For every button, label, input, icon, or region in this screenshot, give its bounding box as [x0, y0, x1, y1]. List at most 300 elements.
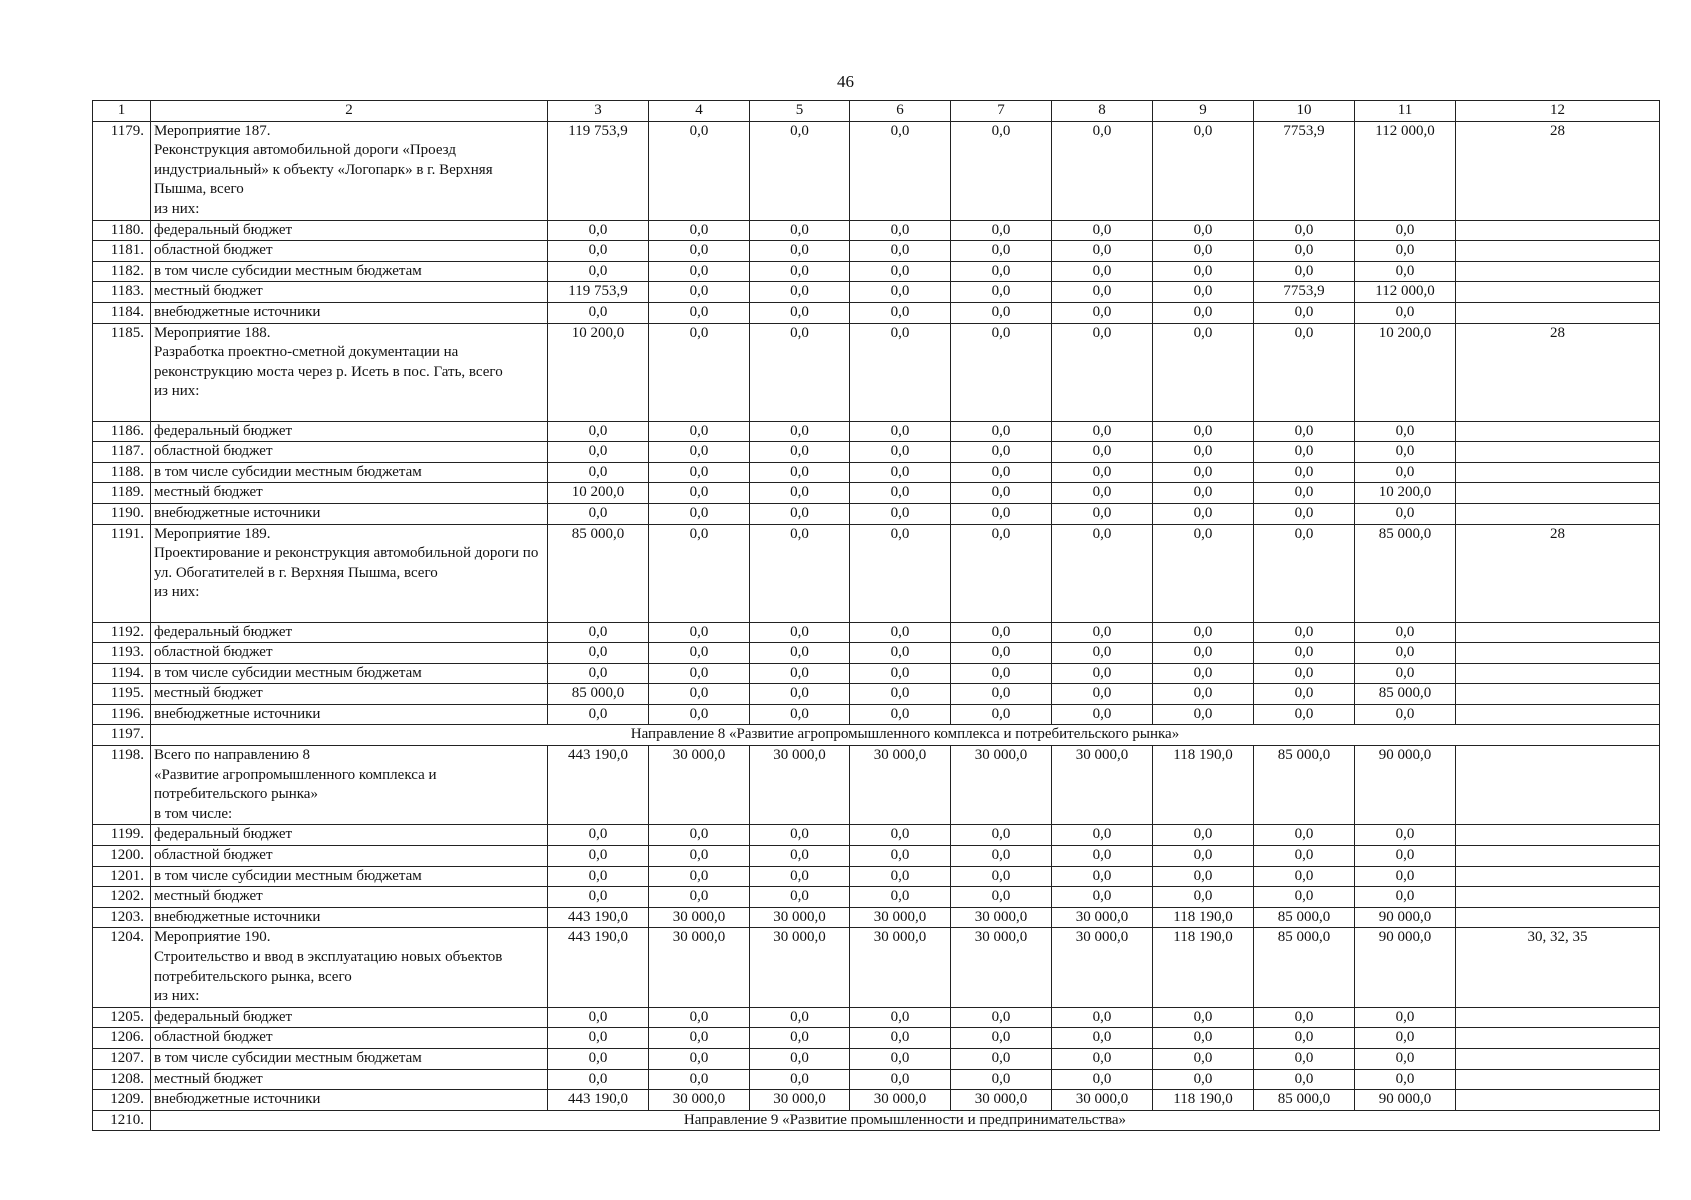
- item-name-cell: местный бюджет: [151, 1069, 548, 1090]
- row-number-cell: 1205.: [93, 1007, 151, 1028]
- value-cell: 0,0: [1052, 1069, 1153, 1090]
- value-cell: 0,0: [1254, 887, 1355, 908]
- value-cell: 0,0: [649, 1028, 750, 1049]
- target-indicator-cell: [1456, 421, 1660, 442]
- table-row: [93, 907, 1660, 928]
- value-cell: 0,0: [649, 622, 750, 643]
- value-cell: 0,0: [1052, 442, 1153, 463]
- value-cell: 0,0: [1052, 503, 1153, 524]
- value-cell: 0,0: [750, 261, 850, 282]
- value-cell: 0,0: [649, 503, 750, 524]
- value-cell: 0,0: [1052, 887, 1153, 908]
- value-cell: 0,0: [850, 503, 951, 524]
- row-number-cell: 1193.: [93, 643, 151, 664]
- value-cell: 30 000,0: [750, 746, 850, 825]
- value-cell: 0,0: [850, 323, 951, 421]
- value-cell: 0,0: [649, 524, 750, 622]
- value-cell: 0,0: [1153, 643, 1254, 664]
- item-name-cell: областной бюджет: [151, 241, 548, 262]
- value-cell: 443 190,0: [548, 907, 649, 928]
- row-number-cell: 1188.: [93, 462, 151, 483]
- table-row: [93, 1028, 1660, 1049]
- section-title-cell: Направление 8 «Развитие агропромышленного комплекса и потребительского рынка»: [151, 725, 1660, 746]
- value-cell: 0,0: [850, 704, 951, 725]
- value-cell: 30 000,0: [850, 746, 951, 825]
- value-cell: 0,0: [951, 684, 1052, 705]
- item-name-cell: Мероприятие 189. Проектирование и реконструкция автомобильной дороги по ул. Обогатителей в г. Верхняя Пышма, всего из них:: [151, 524, 548, 622]
- value-cell: 0,0: [1153, 846, 1254, 867]
- value-cell: 0,0: [750, 302, 850, 323]
- value-cell: 0,0: [951, 866, 1052, 887]
- value-cell: 0,0: [750, 282, 850, 303]
- value-cell: 0,0: [1052, 220, 1153, 241]
- row-number-cell: 1204.: [93, 928, 151, 1007]
- value-cell: 0,0: [850, 887, 951, 908]
- value-cell: 0,0: [1355, 302, 1456, 323]
- row-number-cell: 1198.: [93, 746, 151, 825]
- value-cell: 119 753,9: [548, 282, 649, 303]
- value-cell: 30 000,0: [1052, 907, 1153, 928]
- target-indicator-cell: [1456, 1048, 1660, 1069]
- value-cell: 30 000,0: [649, 907, 750, 928]
- section-heading-row: [93, 725, 1660, 746]
- value-cell: 85 000,0: [1254, 746, 1355, 825]
- column-number-header: 6: [850, 101, 951, 122]
- value-cell: 0,0: [1254, 421, 1355, 442]
- target-indicator-cell: [1456, 643, 1660, 664]
- value-cell: 85 000,0: [1254, 907, 1355, 928]
- value-cell: 0,0: [951, 121, 1052, 220]
- value-cell: 0,0: [951, 846, 1052, 867]
- row-number-cell: 1210.: [93, 1110, 151, 1131]
- item-name-cell: местный бюджет: [151, 684, 548, 705]
- item-name-cell: Мероприятие 187. Реконструкция автомобильной дороги «Проезд индустриальный» к объекту «Логопарк» в г. Верхняя Пышма, всего из них:: [151, 121, 548, 220]
- item-name-cell: в том числе субсидии местным бюджетам: [151, 866, 548, 887]
- value-cell: 0,0: [1153, 282, 1254, 303]
- value-cell: 0,0: [548, 704, 649, 725]
- table-row: [93, 220, 1660, 241]
- table-row: [93, 524, 1660, 622]
- row-number-cell: 1203.: [93, 907, 151, 928]
- value-cell: 30 000,0: [1052, 746, 1153, 825]
- item-name-cell: областной бюджет: [151, 442, 548, 463]
- value-cell: 0,0: [850, 524, 951, 622]
- value-cell: 0,0: [649, 121, 750, 220]
- section-heading-row: [93, 1110, 1660, 1131]
- item-name-cell: федеральный бюджет: [151, 825, 548, 846]
- value-cell: 0,0: [1355, 442, 1456, 463]
- value-cell: 0,0: [1153, 825, 1254, 846]
- value-cell: 0,0: [850, 1048, 951, 1069]
- value-cell: 0,0: [1254, 643, 1355, 664]
- item-name-cell: местный бюджет: [151, 887, 548, 908]
- value-cell: 0,0: [951, 663, 1052, 684]
- value-cell: 0,0: [649, 241, 750, 262]
- item-name-cell: местный бюджет: [151, 282, 548, 303]
- value-cell: 0,0: [1355, 643, 1456, 664]
- value-cell: 10 200,0: [1355, 323, 1456, 421]
- value-cell: 0,0: [1254, 220, 1355, 241]
- target-indicator-cell: [1456, 1007, 1660, 1028]
- value-cell: 0,0: [1355, 825, 1456, 846]
- row-number-cell: 1201.: [93, 866, 151, 887]
- value-cell: 0,0: [1052, 866, 1153, 887]
- value-cell: 0,0: [1355, 503, 1456, 524]
- value-cell: 0,0: [649, 684, 750, 705]
- value-cell: 0,0: [1052, 261, 1153, 282]
- value-cell: 30 000,0: [1052, 928, 1153, 1007]
- value-cell: 0,0: [1153, 866, 1254, 887]
- value-cell: 30 000,0: [649, 746, 750, 825]
- value-cell: 0,0: [649, 220, 750, 241]
- row-number-cell: 1184.: [93, 302, 151, 323]
- item-name-cell: Мероприятие 190. Строительство и ввод в эксплуатацию новых объектов потребительского рынка, всего из них:: [151, 928, 548, 1007]
- value-cell: 0,0: [750, 1007, 850, 1028]
- table-row: [93, 323, 1660, 421]
- value-cell: 0,0: [1355, 462, 1456, 483]
- row-number-cell: 1183.: [93, 282, 151, 303]
- value-cell: 0,0: [1153, 1007, 1254, 1028]
- value-cell: 0,0: [1254, 483, 1355, 504]
- value-cell: 0,0: [1153, 1048, 1254, 1069]
- table-row: [93, 1069, 1660, 1090]
- value-cell: 0,0: [951, 323, 1052, 421]
- value-cell: 0,0: [548, 846, 649, 867]
- value-cell: 0,0: [1355, 241, 1456, 262]
- row-number-cell: 1196.: [93, 704, 151, 725]
- value-cell: 118 190,0: [1153, 928, 1254, 1007]
- value-cell: 0,0: [548, 663, 649, 684]
- target-indicator-cell: [1456, 846, 1660, 867]
- value-cell: 0,0: [1254, 1048, 1355, 1069]
- value-cell: 0,0: [1052, 462, 1153, 483]
- row-number-cell: 1199.: [93, 825, 151, 846]
- row-number-cell: 1186.: [93, 421, 151, 442]
- target-indicator-cell: [1456, 704, 1660, 725]
- value-cell: 0,0: [1254, 1069, 1355, 1090]
- value-cell: 0,0: [548, 866, 649, 887]
- value-cell: 0,0: [1355, 866, 1456, 887]
- table-row: [93, 241, 1660, 262]
- value-cell: 30 000,0: [750, 928, 850, 1007]
- item-name-cell: в том числе субсидии местным бюджетам: [151, 1048, 548, 1069]
- value-cell: 0,0: [850, 421, 951, 442]
- value-cell: 0,0: [1355, 1069, 1456, 1090]
- value-cell: 0,0: [850, 866, 951, 887]
- column-number-header: 5: [750, 101, 850, 122]
- value-cell: 0,0: [548, 1069, 649, 1090]
- value-cell: 0,0: [1355, 663, 1456, 684]
- value-cell: 0,0: [649, 421, 750, 442]
- value-cell: 0,0: [1052, 1028, 1153, 1049]
- column-number-header: 8: [1052, 101, 1153, 122]
- table-row: [93, 302, 1660, 323]
- value-cell: 0,0: [548, 643, 649, 664]
- value-cell: 0,0: [1355, 704, 1456, 725]
- value-cell: 0,0: [750, 442, 850, 463]
- value-cell: 0,0: [1254, 1028, 1355, 1049]
- value-cell: 0,0: [750, 622, 850, 643]
- table-row: [93, 282, 1660, 303]
- value-cell: 0,0: [1254, 622, 1355, 643]
- target-indicator-cell: [1456, 1028, 1660, 1049]
- value-cell: 0,0: [1254, 1007, 1355, 1028]
- column-number-row: [93, 101, 1660, 122]
- value-cell: 443 190,0: [548, 928, 649, 1007]
- value-cell: 0,0: [1153, 684, 1254, 705]
- value-cell: 85 000,0: [548, 524, 649, 622]
- value-cell: 0,0: [1153, 220, 1254, 241]
- target-indicator-cell: [1456, 462, 1660, 483]
- value-cell: 0,0: [951, 442, 1052, 463]
- value-cell: 0,0: [1355, 846, 1456, 867]
- value-cell: 0,0: [649, 846, 750, 867]
- target-indicator-cell: [1456, 442, 1660, 463]
- value-cell: 0,0: [1254, 866, 1355, 887]
- value-cell: 0,0: [1153, 704, 1254, 725]
- value-cell: 0,0: [951, 241, 1052, 262]
- value-cell: 0,0: [1254, 302, 1355, 323]
- item-name-cell: внебюджетные источники: [151, 302, 548, 323]
- value-cell: 118 190,0: [1153, 907, 1254, 928]
- value-cell: 0,0: [750, 1048, 850, 1069]
- value-cell: 0,0: [1153, 121, 1254, 220]
- value-cell: 0,0: [649, 442, 750, 463]
- value-cell: 0,0: [850, 1069, 951, 1090]
- column-number-header: 3: [548, 101, 649, 122]
- table-body: [93, 101, 1660, 1131]
- table-row: [93, 825, 1660, 846]
- table-row: [93, 261, 1660, 282]
- item-name-cell: федеральный бюджет: [151, 220, 548, 241]
- value-cell: 0,0: [750, 704, 850, 725]
- value-cell: 0,0: [1052, 663, 1153, 684]
- table-row: [93, 1007, 1660, 1028]
- target-indicator-cell: [1456, 746, 1660, 825]
- value-cell: 0,0: [850, 462, 951, 483]
- value-cell: 0,0: [1355, 421, 1456, 442]
- value-cell: 0,0: [1153, 1028, 1254, 1049]
- value-cell: 0,0: [649, 1048, 750, 1069]
- value-cell: 30 000,0: [1052, 1090, 1153, 1111]
- table-row: [93, 928, 1660, 1007]
- value-cell: 0,0: [1254, 323, 1355, 421]
- table-row: [93, 663, 1660, 684]
- value-cell: 0,0: [1355, 887, 1456, 908]
- value-cell: 0,0: [951, 704, 1052, 725]
- row-number-cell: 1192.: [93, 622, 151, 643]
- item-name-cell: внебюджетные источники: [151, 704, 548, 725]
- value-cell: 443 190,0: [548, 1090, 649, 1111]
- row-number-cell: 1180.: [93, 220, 151, 241]
- value-cell: 30 000,0: [951, 907, 1052, 928]
- value-cell: 0,0: [951, 302, 1052, 323]
- value-cell: 0,0: [750, 421, 850, 442]
- value-cell: 0,0: [750, 121, 850, 220]
- value-cell: 0,0: [548, 462, 649, 483]
- row-number-cell: 1200.: [93, 846, 151, 867]
- value-cell: 0,0: [1254, 704, 1355, 725]
- value-cell: 0,0: [850, 846, 951, 867]
- value-cell: 0,0: [1052, 282, 1153, 303]
- value-cell: 0,0: [649, 1007, 750, 1028]
- value-cell: 0,0: [1052, 622, 1153, 643]
- value-cell: 0,0: [548, 887, 649, 908]
- value-cell: 0,0: [750, 323, 850, 421]
- value-cell: 0,0: [548, 622, 649, 643]
- value-cell: 0,0: [850, 220, 951, 241]
- value-cell: 0,0: [1254, 524, 1355, 622]
- value-cell: 90 000,0: [1355, 907, 1456, 928]
- value-cell: 0,0: [649, 323, 750, 421]
- target-indicator-cell: [1456, 825, 1660, 846]
- value-cell: 85 000,0: [548, 684, 649, 705]
- value-cell: 30 000,0: [850, 928, 951, 1007]
- value-cell: 85 000,0: [1254, 1090, 1355, 1111]
- value-cell: 0,0: [1052, 121, 1153, 220]
- value-cell: 0,0: [1153, 483, 1254, 504]
- row-number-cell: 1207.: [93, 1048, 151, 1069]
- target-indicator-cell: [1456, 220, 1660, 241]
- value-cell: 0,0: [951, 887, 1052, 908]
- value-cell: 0,0: [750, 462, 850, 483]
- value-cell: 30 000,0: [750, 1090, 850, 1111]
- value-cell: 0,0: [951, 524, 1052, 622]
- value-cell: 0,0: [1153, 503, 1254, 524]
- value-cell: 0,0: [951, 483, 1052, 504]
- target-indicator-cell: [1456, 622, 1660, 643]
- item-name-cell: внебюджетные источники: [151, 907, 548, 928]
- target-indicator-cell: [1456, 241, 1660, 262]
- value-cell: 0,0: [850, 622, 951, 643]
- value-cell: 0,0: [548, 1048, 649, 1069]
- value-cell: 0,0: [750, 220, 850, 241]
- value-cell: 0,0: [750, 825, 850, 846]
- item-name-cell: местный бюджет: [151, 483, 548, 504]
- row-number-cell: 1189.: [93, 483, 151, 504]
- value-cell: 0,0: [1052, 643, 1153, 664]
- value-cell: 118 190,0: [1153, 746, 1254, 825]
- column-number-header: 12: [1456, 101, 1660, 122]
- target-indicator-cell: [1456, 302, 1660, 323]
- item-name-cell: федеральный бюджет: [151, 622, 548, 643]
- value-cell: 0,0: [1153, 1069, 1254, 1090]
- value-cell: 0,0: [951, 421, 1052, 442]
- row-number-cell: 1190.: [93, 503, 151, 524]
- value-cell: 0,0: [850, 121, 951, 220]
- item-name-cell: федеральный бюджет: [151, 1007, 548, 1028]
- value-cell: 0,0: [750, 887, 850, 908]
- value-cell: 0,0: [1052, 846, 1153, 867]
- value-cell: 85 000,0: [1355, 684, 1456, 705]
- value-cell: 0,0: [1254, 663, 1355, 684]
- table-row: [93, 1048, 1660, 1069]
- value-cell: 0,0: [750, 643, 850, 664]
- column-number-header: 7: [951, 101, 1052, 122]
- value-cell: 0,0: [951, 825, 1052, 846]
- target-indicator-cell: [1456, 261, 1660, 282]
- item-name-cell: Всего по направлению 8 «Развитие агропромышленного комплекса и потребительского рынка» в том числе:: [151, 746, 548, 825]
- value-cell: 10 200,0: [548, 323, 649, 421]
- value-cell: 0,0: [1153, 663, 1254, 684]
- column-number-header: 11: [1355, 101, 1456, 122]
- value-cell: 0,0: [1052, 524, 1153, 622]
- value-cell: 0,0: [548, 503, 649, 524]
- value-cell: 0,0: [750, 663, 850, 684]
- value-cell: 90 000,0: [1355, 928, 1456, 1007]
- target-indicator-cell: 30, 32, 35: [1456, 928, 1660, 1007]
- value-cell: 0,0: [850, 1028, 951, 1049]
- value-cell: 0,0: [750, 866, 850, 887]
- value-cell: 7753,9: [1254, 282, 1355, 303]
- value-cell: 0,0: [750, 503, 850, 524]
- value-cell: 0,0: [850, 825, 951, 846]
- item-name-cell: в том числе субсидии местным бюджетам: [151, 462, 548, 483]
- value-cell: 0,0: [1052, 825, 1153, 846]
- value-cell: 0,0: [951, 622, 1052, 643]
- row-number-cell: 1206.: [93, 1028, 151, 1049]
- item-name-cell: в том числе субсидии местным бюджетам: [151, 261, 548, 282]
- value-cell: 0,0: [850, 643, 951, 664]
- value-cell: 0,0: [1254, 462, 1355, 483]
- value-cell: 0,0: [951, 1069, 1052, 1090]
- value-cell: 0,0: [548, 220, 649, 241]
- value-cell: 0,0: [951, 261, 1052, 282]
- value-cell: 0,0: [1153, 887, 1254, 908]
- value-cell: 0,0: [548, 261, 649, 282]
- value-cell: 0,0: [951, 282, 1052, 303]
- target-indicator-cell: [1456, 1069, 1660, 1090]
- value-cell: 0,0: [548, 442, 649, 463]
- row-number-cell: 1194.: [93, 663, 151, 684]
- value-cell: 0,0: [750, 684, 850, 705]
- value-cell: 0,0: [951, 1028, 1052, 1049]
- value-cell: 0,0: [1254, 825, 1355, 846]
- table-row: [93, 684, 1660, 705]
- value-cell: 90 000,0: [1355, 1090, 1456, 1111]
- value-cell: 0,0: [1254, 503, 1355, 524]
- value-cell: 112 000,0: [1355, 282, 1456, 303]
- value-cell: 0,0: [750, 241, 850, 262]
- item-name-cell: Мероприятие 188. Разработка проектно-сметной документации на реконструкцию моста через р. Исеть в пос. Гать, всего из них:: [151, 323, 548, 421]
- value-cell: 0,0: [1052, 241, 1153, 262]
- value-cell: 0,0: [951, 503, 1052, 524]
- value-cell: 0,0: [1052, 1007, 1153, 1028]
- table-row: [93, 1090, 1660, 1111]
- row-number-cell: 1195.: [93, 684, 151, 705]
- value-cell: 0,0: [1254, 241, 1355, 262]
- column-number-header: 1: [93, 101, 151, 122]
- target-indicator-cell: [1456, 282, 1660, 303]
- value-cell: 0,0: [750, 483, 850, 504]
- target-indicator-cell: [1456, 907, 1660, 928]
- target-indicator-cell: [1456, 887, 1660, 908]
- value-cell: 0,0: [951, 1048, 1052, 1069]
- value-cell: 30 000,0: [750, 907, 850, 928]
- item-name-cell: внебюджетные источники: [151, 503, 548, 524]
- value-cell: 112 000,0: [1355, 121, 1456, 220]
- row-number-cell: 1209.: [93, 1090, 151, 1111]
- value-cell: 0,0: [850, 302, 951, 323]
- value-cell: 0,0: [1153, 261, 1254, 282]
- value-cell: 0,0: [1355, 1007, 1456, 1028]
- value-cell: 0,0: [1355, 261, 1456, 282]
- table-row: [93, 483, 1660, 504]
- table-row: [93, 643, 1660, 664]
- value-cell: 0,0: [1153, 622, 1254, 643]
- value-cell: 30 000,0: [649, 928, 750, 1007]
- value-cell: 0,0: [548, 421, 649, 442]
